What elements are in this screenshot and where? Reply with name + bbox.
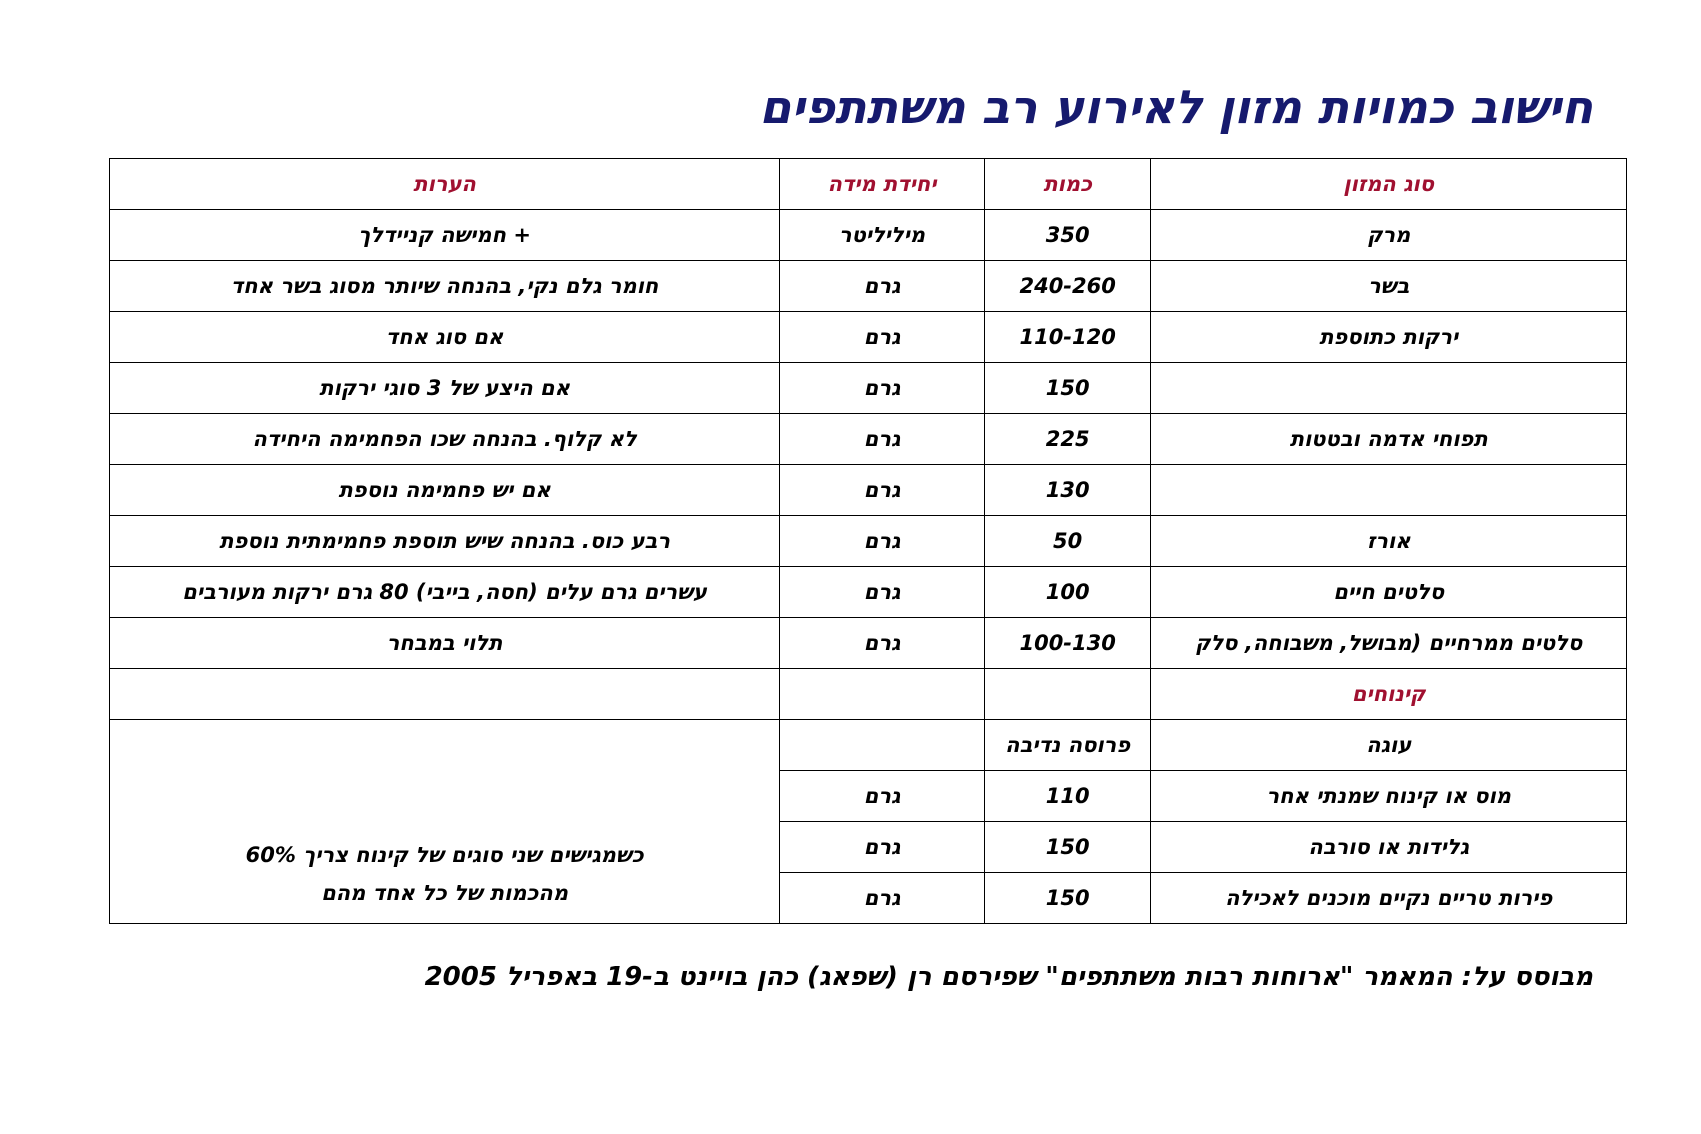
cell-food-type: [1151, 363, 1627, 414]
cell-quantity: 150: [984, 363, 1151, 414]
cell-quantity: 150: [984, 822, 1151, 873]
dessert-note: [110, 720, 780, 924]
cell-quantity: 110-120: [984, 312, 1151, 363]
cell-food-type: [1151, 465, 1627, 516]
source-citation: מבוסס על: המאמר "ארוחות רבות משתתפים" שפירסם רן (שפאג) כהן בויינט ב-19 באפריל 2005: [424, 962, 1593, 992]
cell-quantity: 100-130: [984, 618, 1151, 669]
cell-unit: גרם: [780, 465, 985, 516]
cell-quantity: 150: [984, 873, 1151, 924]
cell-quantity: [984, 669, 1151, 720]
cell-unit: גרם: [780, 363, 985, 414]
cell-food-type: תפוחי אדמה ובטטות: [1151, 414, 1627, 465]
table-row: [110, 567, 1627, 618]
table-row: [110, 720, 1627, 771]
table-row: [110, 312, 1627, 363]
table-row: [110, 618, 1627, 669]
dessert-note-line2: מהכמות של כל אחד מהם: [321, 881, 569, 905]
dessert-section-row: [110, 669, 1627, 720]
cell-food-type: פירות טריים נקיים מוכנים לאכילה: [1151, 873, 1627, 924]
cell-food-type: מרק: [1151, 210, 1627, 261]
cell-quantity: 100: [984, 567, 1151, 618]
cell-quantity: פרוסה נדיבה: [984, 720, 1151, 771]
cell-notes: תלוי במבחר: [110, 618, 780, 669]
cell-notes: עשרים גרם עלים (חסה, בייבי) 80 גרם ירקות מעורבים: [110, 567, 780, 618]
cell-quantity: 350: [984, 210, 1151, 261]
cell-food-type: עוגה: [1151, 720, 1627, 771]
cell-food-type: אורז: [1151, 516, 1627, 567]
cell-notes: [110, 669, 780, 720]
cell-unit: גרם: [780, 618, 985, 669]
table-row: [110, 210, 1627, 261]
cell-quantity: 240-260: [984, 261, 1151, 312]
cell-unit: [780, 669, 985, 720]
table-row: [110, 363, 1627, 414]
cell-quantity: 110: [984, 771, 1151, 822]
cell-quantity: 50: [984, 516, 1151, 567]
dessert-note-line1: כשמגישים שני סוגים של קינוח צריך 60%: [245, 843, 644, 867]
header-unit: יחידת מידה: [780, 159, 985, 210]
cell-unit: גרם: [780, 516, 985, 567]
cell-food-type: מוס או קינוח שמנתי אחר: [1151, 771, 1627, 822]
page-title: חישוב כמויות מזון לאירוע רב משתתפים: [759, 80, 1593, 134]
cell-notes: לא קלוף. בהנחה שכו הפחמימה היחידה: [110, 414, 780, 465]
cell-food-type: בשר: [1151, 261, 1627, 312]
table-row: [110, 261, 1627, 312]
cell-notes: אם סוג אחד: [110, 312, 780, 363]
dessert-section-title: קינוחים: [1151, 669, 1627, 720]
cell-unit: גרם: [780, 873, 985, 924]
cell-unit: גרם: [780, 312, 985, 363]
table-row: [110, 414, 1627, 465]
cell-food-type: גלידות או סורבה: [1151, 822, 1627, 873]
cell-unit: [780, 720, 985, 771]
header-food-type: סוג המזון: [1151, 159, 1627, 210]
cell-food-type: סלטים ממרחיים (מבושל, משבוחה, סלק: [1151, 618, 1627, 669]
quantity-table: [109, 158, 1627, 924]
cell-notes: אם יש פחמימה נוספת: [110, 465, 780, 516]
header-quantity: כמות: [984, 159, 1151, 210]
cell-quantity: 130: [984, 465, 1151, 516]
cell-quantity: 225: [984, 414, 1151, 465]
cell-unit: גרם: [780, 261, 985, 312]
cell-unit: מיליליטר: [780, 210, 985, 261]
cell-unit: גרם: [780, 414, 985, 465]
cell-unit: גרם: [780, 567, 985, 618]
cell-notes: אם היצע של 3 סוגי ירקות: [110, 363, 780, 414]
cell-notes: + חמישה קניידלך: [110, 210, 780, 261]
cell-food-type: סלטים חיים: [1151, 567, 1627, 618]
table-row: [110, 516, 1627, 567]
cell-unit: גרם: [780, 771, 985, 822]
cell-notes: רבע כוס. בהנחה שיש תוספת פחמימתית נוספת: [110, 516, 780, 567]
cell-unit: גרם: [780, 822, 985, 873]
table-header-row: [110, 159, 1627, 210]
cell-notes: חומר גלם נקי, בהנחה שיותר מסוג בשר אחד: [110, 261, 780, 312]
cell-food-type: ירקות כתוספת: [1151, 312, 1627, 363]
table-row: [110, 465, 1627, 516]
header-notes: הערות: [110, 159, 780, 210]
